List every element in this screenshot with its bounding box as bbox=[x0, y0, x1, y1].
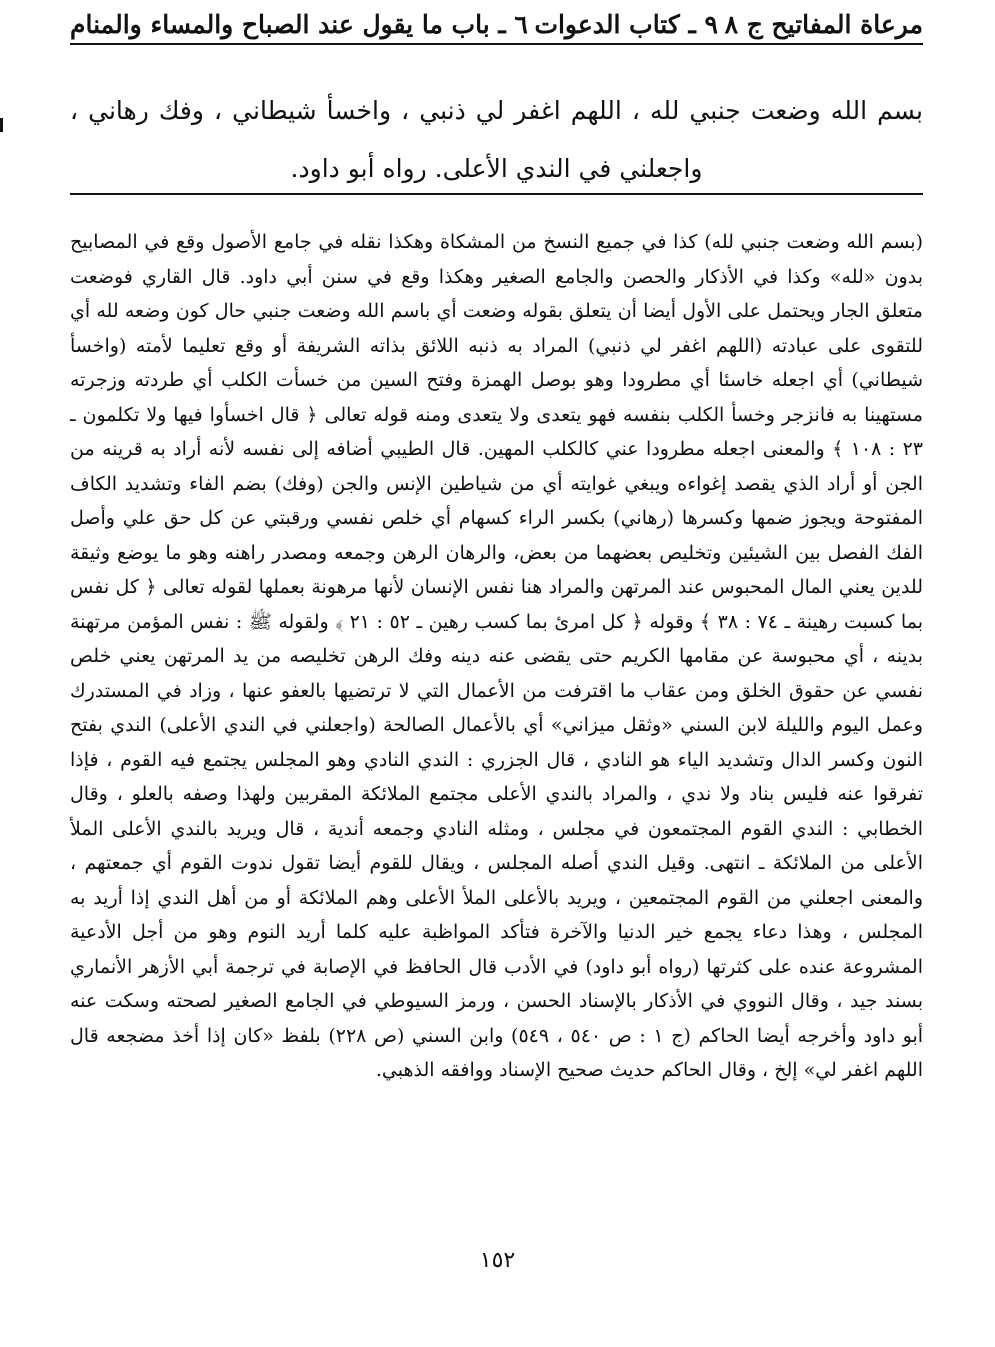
header-divider bbox=[70, 43, 923, 45]
page-number: ١٥٢ bbox=[479, 1248, 516, 1273]
commentary-paragraph: (بسم الله وضعت جنبي لله) كذا في جميع النسخ من المشكاة وهكذا نقله في جامع الأصول وقع في المصابيح بدون «لله» وكذا في الأذكار والحصن والجامع الصغير وهكذا وقع في سنن أبي داود. قال القاري فوضعت متعلق الجار ويحتمل على الأول أيضا أن يتعلق بقوله وضعت أي باسم الله وضعت جنبي حال كون وضعه لله أي للتقوى على عبادته (اللهم اغفر لي ذنبي) المراد به ذنبه اللائق بذاته الشريفة أو وقع تعليما لأمته (واخسأ شيطاني) أي اجعله خاسئا أي مطرودا وهو بوصل الهمزة وفتح السين من خسأت الكلب أي طردته وزجرته مستهينا به فانزجر وخسأ الكلب بنفسه فهو يتعدى ولا يتعدى ومنه قوله تعالى ﴿ قال اخسأوا فيها ولا تكلمون ـ ٢٣ : ١٠٨ ﴾ والمعنى اجعله مطرودا عني كالكلب المهين. قال الطيبي أضافه إلى نفسه لأنه أراد به قرينه من الجن أو أراد الذي يقصد إغواءه ويبغي غوايته أي من شياطين الإنس والجن (وفك) بضم الفاء وتشديد الكاف المفتوحة ويجوز ضمها وكسرها (رهاني) بكسر الراء كسهام أي خلص نفسي ورقبتي عن كل حق علي وأصل الفك الفصل بين الشيئين وتخليص بعضهما من بعض، والرهان الرهن وجمعه ومصدر راهنه وهو ما يوضع وثيقة للدين يعني المال المحبوس عند المرتهن والمراد هنا نفس الإنسان لأنها مرهونة بعملها لقوله تعالى ﴿ كل نفس بما كسبت رهينة ـ ٧٤ : ٣٨ ﴾ وقوله ﴿ كل امرئ بما كسب رهين ـ ٥٢ : ٢١ ﴾ ولقوله ﷺ : نفس المؤمن مرتهنة بدينه ، أي محبوسة عن مقامها الكريم حتى يقضى عنه دينه وفك الرهن تخليصه من يد المرتهن يعني خلص نفسي عن حقوق الخلق ومن عقاب ما اقترفت من الأعمال التي لا ترتضيها بالعفو عنها ، وزاد في المستدرك وعمل اليوم والليلة لابن السني «وثقل ميزاني» أي بالأعمال الصالحة (واجعلني في الندي الأعلى) الندي بفتح النون وكسر الدال وتشديد الياء هو النادي ، قال الجزري : الندي النادي وهو المجلس يجتمع فيه القوم ، فإذا تفرقوا عنه فليس بناد ولا ندي ، والمراد بالندي الأعلى مجتمع الملائكة المقربين ولهذا وصفه بالعلو ، وقال الخطابي : الندي القوم المجتمعون في مجلس ، ومثله النادي وجمعه أندية ، قال ويريد بالندي الأعلى الملأ الأعلى من الملائكة ـ انتهى. وقيل الندي أصله المجلس ، ويقال للقوم أيضا تقول ندوت القوم أي جمعتهم ، والمعنى اجعلني من القوم المجتمعين ، ويريد بالأعلى الملأ الأعلى وهم الملائكة أو من أهل الندي إذا أريد به المجلس ، وهذا دعاء يجمع خير الدنيا والآخرة فتأكد المواظبة عليه كلما أريد النوم وهو من أجل الأدعية المشروعة عنده على كثرتها (رواه أبو داود) في الأدب قال الحافظ في الإصابة في ترجمة أبي الأزهر الأنماري بسند جيد ، وقال النووي في الأذكار بالإسناد الحسن ، ورمز السيوطي في الجامع الصغير لصحته وسكت عنه أبو داود وأخرجه أيضا الحاكم (ج ١ : ص ٥٤٠ ، ٥٤٩) وابن السني (ص ٢٢٨) بلفظ «كان إذا أخذ مضجعه قال اللهم اغفر لي» إلخ ، وقال الحاكم حديث صحيح الإسناد ووافقه الذهبي. bbox=[70, 231, 924, 1081]
section-divider bbox=[70, 193, 923, 195]
hadith-text: بسم الله وضعت جنبي لله ، اللهم اغفر لي ذنبي ، واخسأ شيطاني ، وفك رهاني ، واجعلني في الندي الأعلى. رواه أبو داود. bbox=[70, 96, 923, 183]
header-section: ٦ ـ باب ما يقول عند الصباح والمساء والمنام bbox=[70, 10, 528, 39]
header-chapter: ٩ ـ كتاب الدعوات bbox=[534, 10, 718, 39]
running-header bbox=[70, 8, 923, 42]
commentary-body bbox=[70, 225, 923, 1088]
margin-mark bbox=[0, 118, 3, 132]
header-book-title: مرعاة المفاتيح ج ٨ bbox=[724, 10, 923, 39]
